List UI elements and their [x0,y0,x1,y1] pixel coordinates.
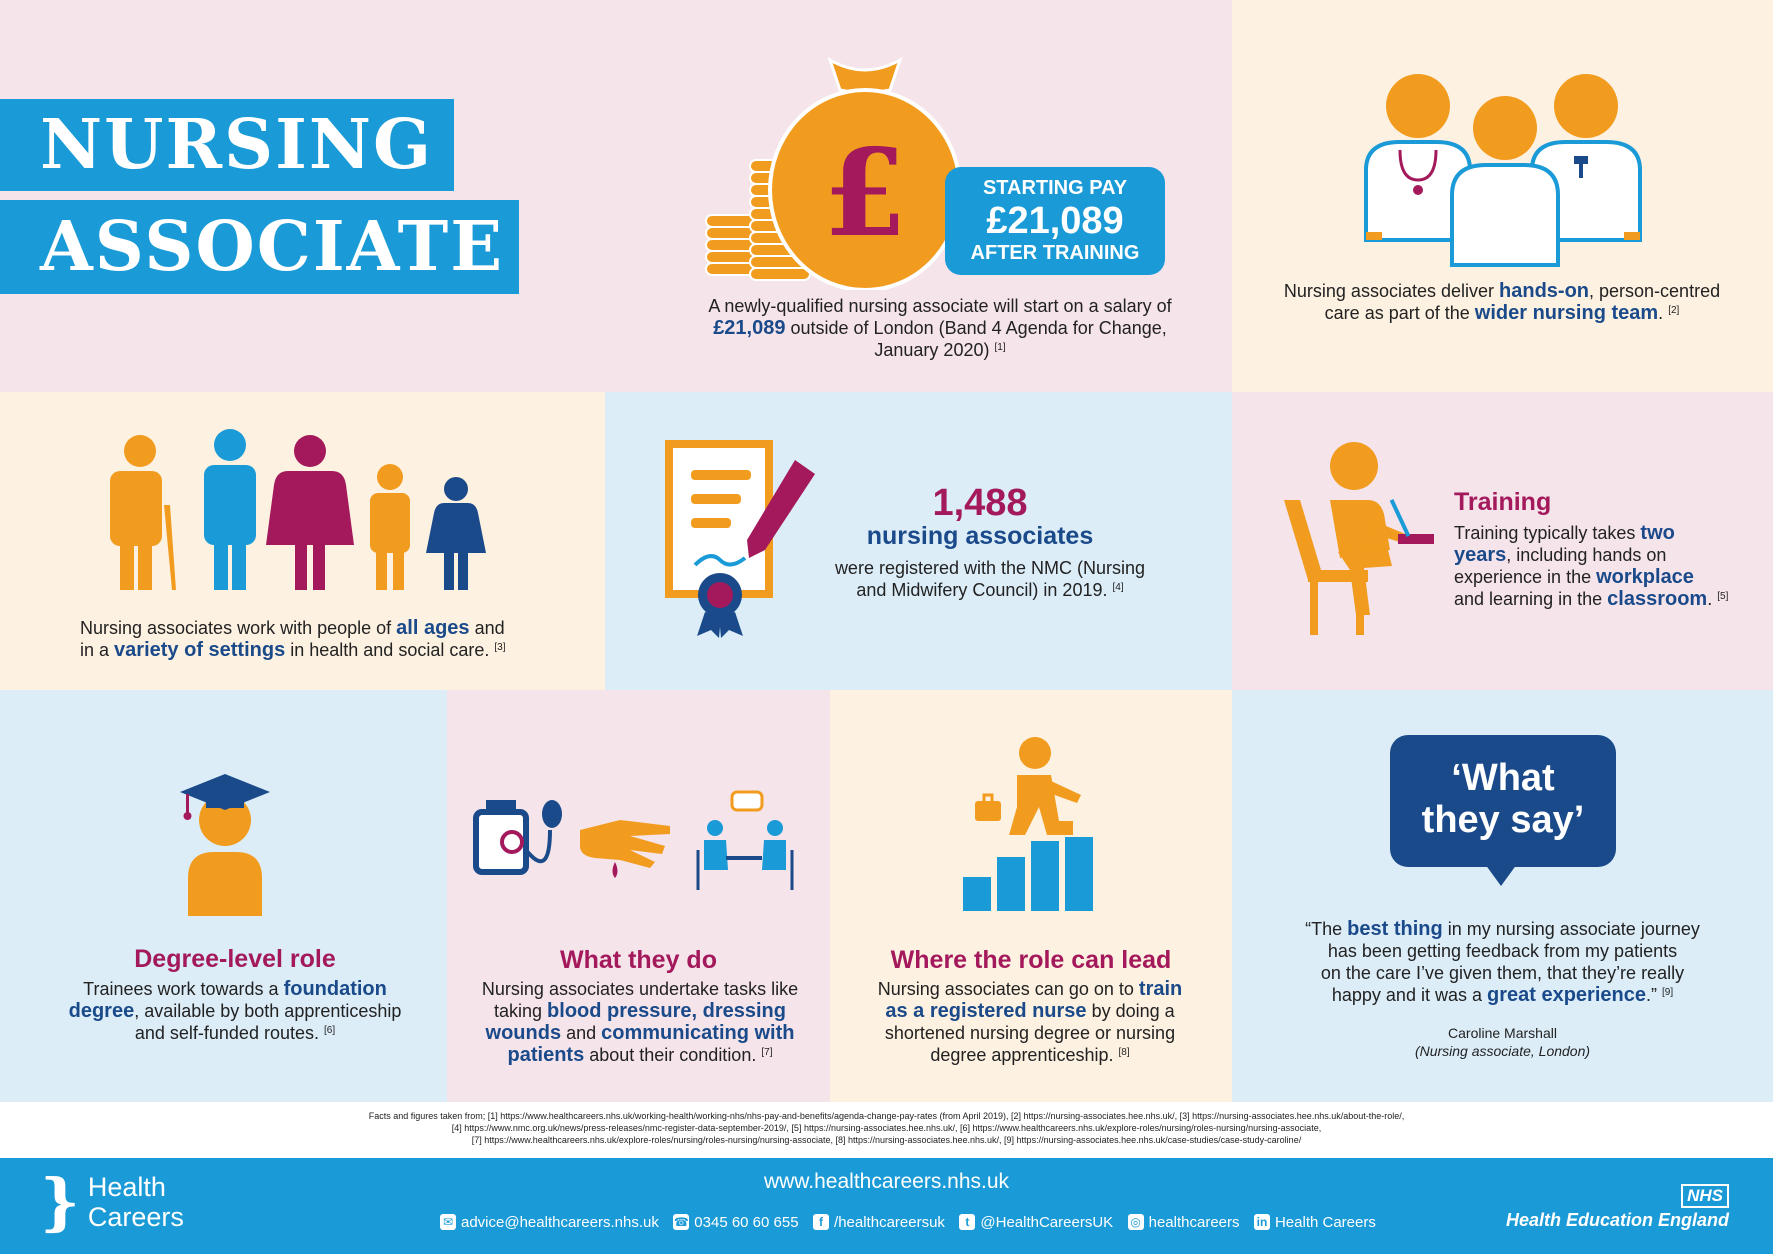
contact-row [440,1213,1376,1231]
whatdo-kw-patients: patients [507,1044,585,1066]
ref-7: [7] [761,1047,773,1058]
quote-bubble [1390,735,1616,867]
svg-text:£: £ [823,123,907,264]
degree-text-c: and self-funded routes. [134,1023,319,1043]
child-icon [370,464,410,590]
badge-line1: STARTING PAY [982,177,1128,199]
elderly-person-icon [110,435,176,590]
sources-line2: [4] https://www.nmc.org.uk/news/press-releases/nmc-register-data-september-2019/, [5] https://nursing-associates.hee.nhs.uk/, [6] https://www.healthcareers.nhs.uk/explore-roles/nursing/roles-nursing/nursing-associate, [451,1123,1322,1133]
registered-label: nursing associates [866,522,1094,550]
quote-bubble-tail [1485,864,1517,886]
linkedin-text: Health Careers [1274,1213,1376,1231]
clinical-tasks-icon [470,790,810,890]
ref-3: [3] [494,642,506,653]
quote-kw-great: great experience [1487,984,1646,1006]
facebook-icon: f [813,1214,829,1230]
sources-line1: Facts and figures taken from; [1] https://www.healthcareers.nhs.uk/working-health/working-nhs/nhs-pay-and-benefits/agenda-change-pay-rates (from April 2019), [2] https://nursing-associates.hee.nhs.uk/, [3] https://nursing-associates.hee.nhs.uk/about-the-role/, [368,1111,1405,1121]
whatdo-kw-comm: communicating with [601,1022,795,1044]
bubble-line1: ‘What [1451,757,1555,799]
lead-text-d: degree apprenticeship. [930,1045,1114,1065]
graduate-icon [170,770,280,920]
ages-text-d: in health and social care. [290,640,490,660]
training-text-a: Training typically takes [1454,523,1636,543]
ref-5: [5] [1717,591,1729,602]
registered-text [820,557,1160,601]
student-at-desk-icon [1280,440,1440,640]
degree-text-a: Trainees work towards a [83,979,279,999]
team-text-c: care as part of the [1324,303,1470,323]
registered-text-a: were registered with the NMC (Nursing [834,558,1146,578]
girl-icon [426,477,486,590]
facebook-text: /healthcareersuk [834,1213,945,1231]
linkedin-icon: in [1254,1214,1270,1230]
lead-kw-nurse: as a registered nurse [885,1000,1087,1022]
starting-pay-badge [945,167,1165,275]
bubble-line2: they say’ [1421,799,1585,841]
pay-amount: £21,089 [713,317,786,339]
training-heading: Training [1454,488,1552,516]
ref-8: [8] [1118,1047,1130,1058]
ref-6: [6] [324,1025,336,1036]
website-link[interactable]: www.healthcareers.nhs.uk [763,1170,1010,1193]
team-text-a: Nursing associates deliver [1283,281,1494,301]
lead-heading: Where the role can lead [890,946,1172,974]
email-link[interactable] [440,1214,659,1231]
ages-text-b: and [474,618,505,638]
hee-name: Health Education England [1505,1210,1729,1230]
ages-kw-variety: variety of settings [114,639,286,661]
blood-pressure-monitor-icon [476,800,562,872]
quote-kw-best: best thing [1347,918,1443,940]
title-associate: ASSOCIATE [0,200,519,294]
whatdo-heading: What they do [560,946,717,974]
instagram-link[interactable] [1128,1214,1240,1231]
bracket-icon: } [40,1165,80,1238]
pay-text-b: outside of London (Band 4 Agenda for Change, [790,318,1167,338]
whatdo-kw-bp: blood pressure, dressing [547,1000,786,1022]
degree-kw-foundation: foundation [283,978,387,1000]
quote-text-a: “The [1305,919,1343,939]
hee-logo[interactable] [1506,1184,1729,1231]
twitter-text: @HealthCareersUK [980,1213,1114,1231]
hand-dressing-icon [580,820,670,878]
lead-text [840,978,1220,1066]
training-text-e: . [1707,589,1713,609]
man-icon [204,429,256,590]
pay-text-c: January 2020) [874,340,990,360]
instagram-text: healthcareers [1148,1213,1240,1231]
ref-9: [9] [1662,987,1674,998]
ages-text-a: Nursing associates work with people of [80,618,392,638]
team-text-b: , person-centred [1589,281,1721,301]
whatdo-text-a: Nursing associates undertake tasks like [481,979,799,999]
nhs-badge: NHS [1681,1184,1729,1208]
facebook-link[interactable] [813,1214,945,1231]
email-icon: ✉ [440,1214,456,1230]
quote-text-b: in my nursing associate journey [1447,919,1700,939]
whatdo-text-b: taking [493,1001,543,1021]
degree-kw-degree: degree [68,1000,135,1022]
pay-text-a: A newly-qualified nursing associate will start on a salary of [708,296,1172,316]
lead-kw-train: train [1138,978,1183,1000]
phone-text: 0345 60 60 655 [694,1213,799,1231]
twitter-link[interactable] [959,1214,1113,1231]
quote-text [1265,918,1740,1006]
quote-text-f: .” [1645,985,1657,1005]
ref-4: [4] [1112,582,1124,593]
lead-text-b: by doing a [1091,1001,1175,1021]
quote-author: Caroline Marshall [1448,1025,1557,1041]
whatdo-text-c: and [566,1023,597,1043]
quote-text-d: on the care I’ve given them, that they’re really [1320,963,1685,983]
people-of-all-ages-icon [100,425,500,595]
training-kw-two: two [1640,522,1675,544]
linkedin-link[interactable] [1254,1214,1376,1231]
footer-bar [0,1158,1773,1254]
team-kw-wider: wider nursing team [1474,302,1659,324]
training-kw-workplace: workplace [1596,566,1694,588]
badge-amount: £21,089 [986,200,1124,242]
conversation-icon [698,792,792,890]
logo-line2: Careers [87,1202,184,1232]
ages-text-c: in a [80,640,110,660]
degree-text-b: , available by both apprenticeship [134,1001,402,1021]
training-text-c: experience in the [1454,567,1592,587]
sources-list [0,1102,1773,1158]
quote-text-c: has been getting feedback from my patients [1327,941,1678,961]
whatdo-text-d: about their condition. [589,1045,757,1065]
lead-text-a: Nursing associates can go on to [877,979,1134,999]
logo-line1: Health [87,1172,166,1202]
team-text [1252,280,1752,324]
woman-icon [266,435,354,590]
quote-author-role: (Nursing associate, London) [1414,1043,1591,1059]
training-kw-years: years [1454,544,1507,566]
degree-heading: Degree-level role [134,945,336,973]
whatdo-kw-wounds: wounds [485,1022,562,1044]
pay-text [660,295,1220,361]
ages-text [40,617,560,661]
registration-document-icon [665,440,825,640]
degree-text [20,978,450,1044]
title-nursing: NURSING [0,99,454,191]
care-team-icon [1360,70,1650,270]
ref-2: [2] [1668,305,1680,316]
team-text-d: . [1658,303,1664,323]
registered-number: 1,488 [932,482,1028,524]
phone-link[interactable] [673,1214,798,1231]
sources-line3: [7] https://www.healthcareers.nhs.uk/explore-roles/nursing/roles-nursing/nursing-associate, [8] https://nursing-associates.hee.nhs.uk/, [9] https://nursing-associates.hee.nhs.uk/case-studies/case-study-caroline/ [471,1135,1302,1145]
badge-line2: AFTER TRAINING [970,242,1140,264]
phone-icon: ☎ [673,1215,689,1229]
ref-1: [1] [994,342,1006,353]
registered-text-b: and Midwifery Council) in 2019. [856,580,1108,600]
training-text [1454,522,1754,610]
twitter-icon: t [959,1214,975,1230]
training-kw-classroom: classroom [1607,588,1708,610]
ages-kw-all: all ages [396,617,470,639]
email-text: advice@healthcareers.nhs.uk [461,1213,659,1231]
lead-text-c: shortened nursing degree or nursing [884,1023,1176,1043]
quote-text-e: happy and it was a [1331,985,1482,1005]
whatdo-text [455,978,825,1066]
training-text-d: and learning in the [1454,589,1603,609]
career-progression-icon [955,735,1105,915]
team-kw-handson: hands-on [1499,280,1590,302]
training-text-b: , including hands on [1506,545,1667,565]
instagram-icon: ◎ [1128,1214,1144,1230]
